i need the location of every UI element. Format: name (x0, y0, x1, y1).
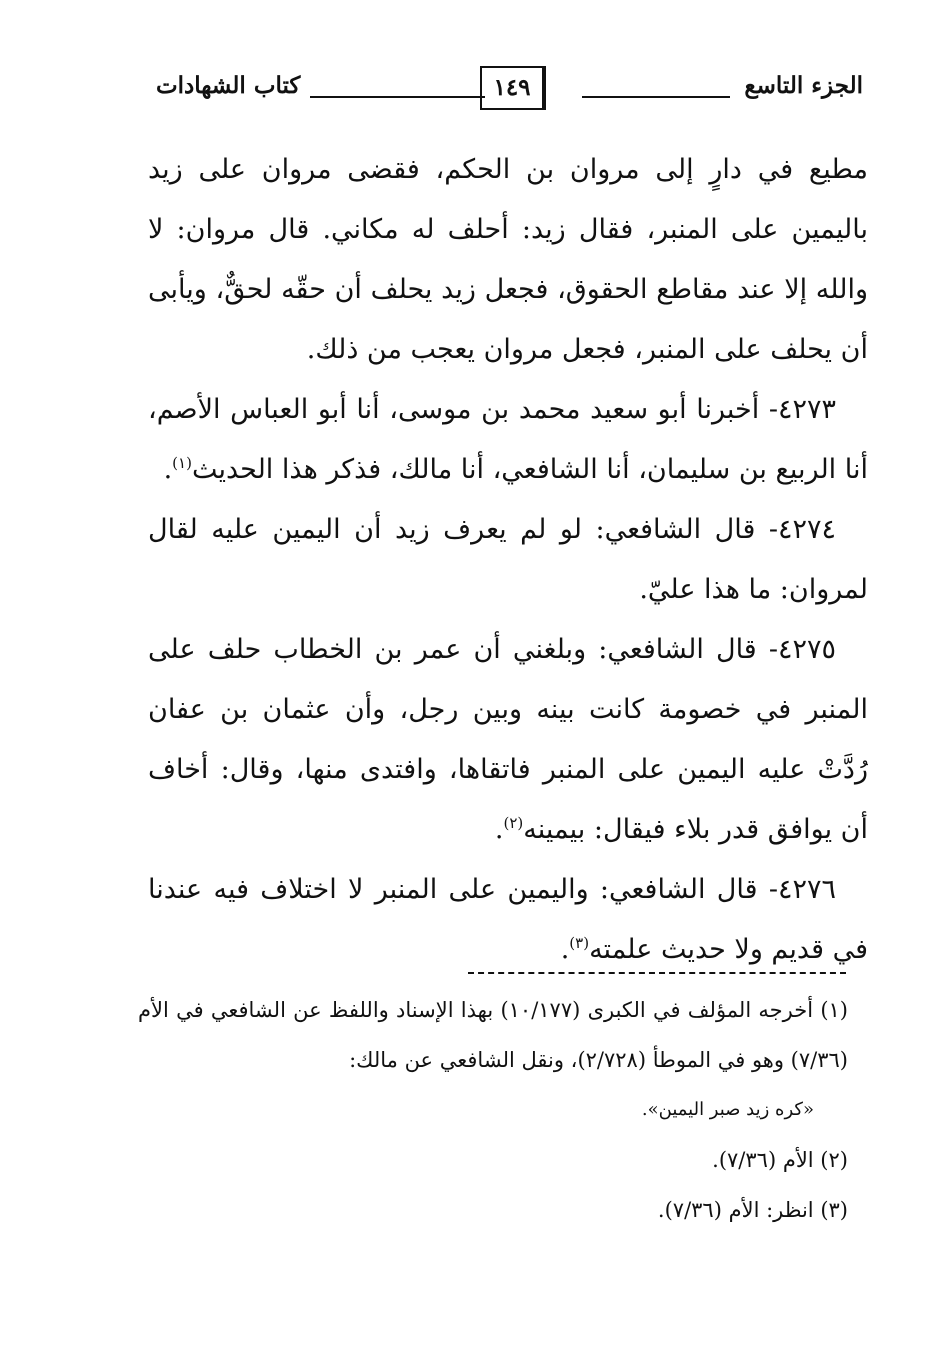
paragraph-text: ٤٢٧٦- قال الشافعي: واليمين على المنبر لا اختلاف فيه عندنا في قديم ولا حديث علمته (148, 874, 868, 965)
main-text (148, 140, 868, 980)
paragraph-continuation: مطيع في دارٍ إلى مروان بن الحكم، فقضى مروان على زيد باليمين على المنبر، فقال زيد: أحلف له مكاني. قال مروان: لا والله إلا عند مقاطع الحقوق، فجعل زيد يحلف أن حقّه لحقٌّ، ويأبى أن يحلف على المنبر، فجعل مروان يعجب من ذلك. (148, 154, 868, 365)
footnote-ref-1: (١) (172, 454, 192, 472)
footnote-1: (١) أخرجه المؤلف في الكبرى (١٠/١٧٧) بهذا الإسناد واللفظ عن الشافعي في الأم (٧/٣٦) وهو في الموطأ (٢/٧٢٨)، ونقل الشافعي عن مالك: (138, 998, 848, 1072)
volume-title: الجزء التاسع (744, 72, 863, 99)
paragraph-4275 (148, 620, 868, 860)
paragraph-text: ٤٢٧٣- أخبرنا أبو سعيد محمد بن موسى، أنا أبو العباس الأصم، أنا الربيع بن سليمان، أنا الشافعي، أنا مالك، فذكر هذا الحديث (148, 394, 868, 485)
footnote-divider (468, 972, 846, 974)
footnote-2: (٢) الأم (٧/٣٦). (712, 1148, 848, 1172)
paragraph-4274: ٤٢٧٤- قال الشافعي: لو لم يعرف زيد أن اليمين عليه لقال لمروان: ما هذا عليّ. (148, 514, 868, 605)
footnote-3: (٣) انظر: الأم (٧/٣٦). (657, 1198, 848, 1222)
running-header (150, 66, 865, 122)
footnotes (138, 985, 848, 1235)
footnote-1-quote: «كره زيد صبر اليمين». (641, 1099, 814, 1120)
footnote-ref-2: (٢) (503, 814, 524, 832)
header-rule-left (310, 96, 485, 98)
paragraph-4273 (148, 380, 868, 500)
paragraph-text: ٤٢٧٥- قال الشافعي: وبلغني أن عمر بن الخطاب حلف على المنبر في خصومة كانت بينه وبين رجل، وأن عثمان بن عفان رُدَّتْ عليه اليمين على المنبر فاتقاها، وافتدى منها، وقال: أخاف أن يوافق قدر بلاء فيقال: بيمينه (148, 634, 868, 845)
paragraph-end: . (163, 454, 173, 485)
paragraph-end: . (494, 814, 504, 845)
header-rule-right (582, 96, 730, 98)
paragraph-end: . (560, 934, 570, 965)
footnote-ref-3: (٣) (569, 934, 590, 952)
paragraph-4276 (148, 860, 868, 980)
page-number: ١٤٩ (480, 66, 546, 110)
book-title: كتاب الشهادات (156, 72, 301, 99)
